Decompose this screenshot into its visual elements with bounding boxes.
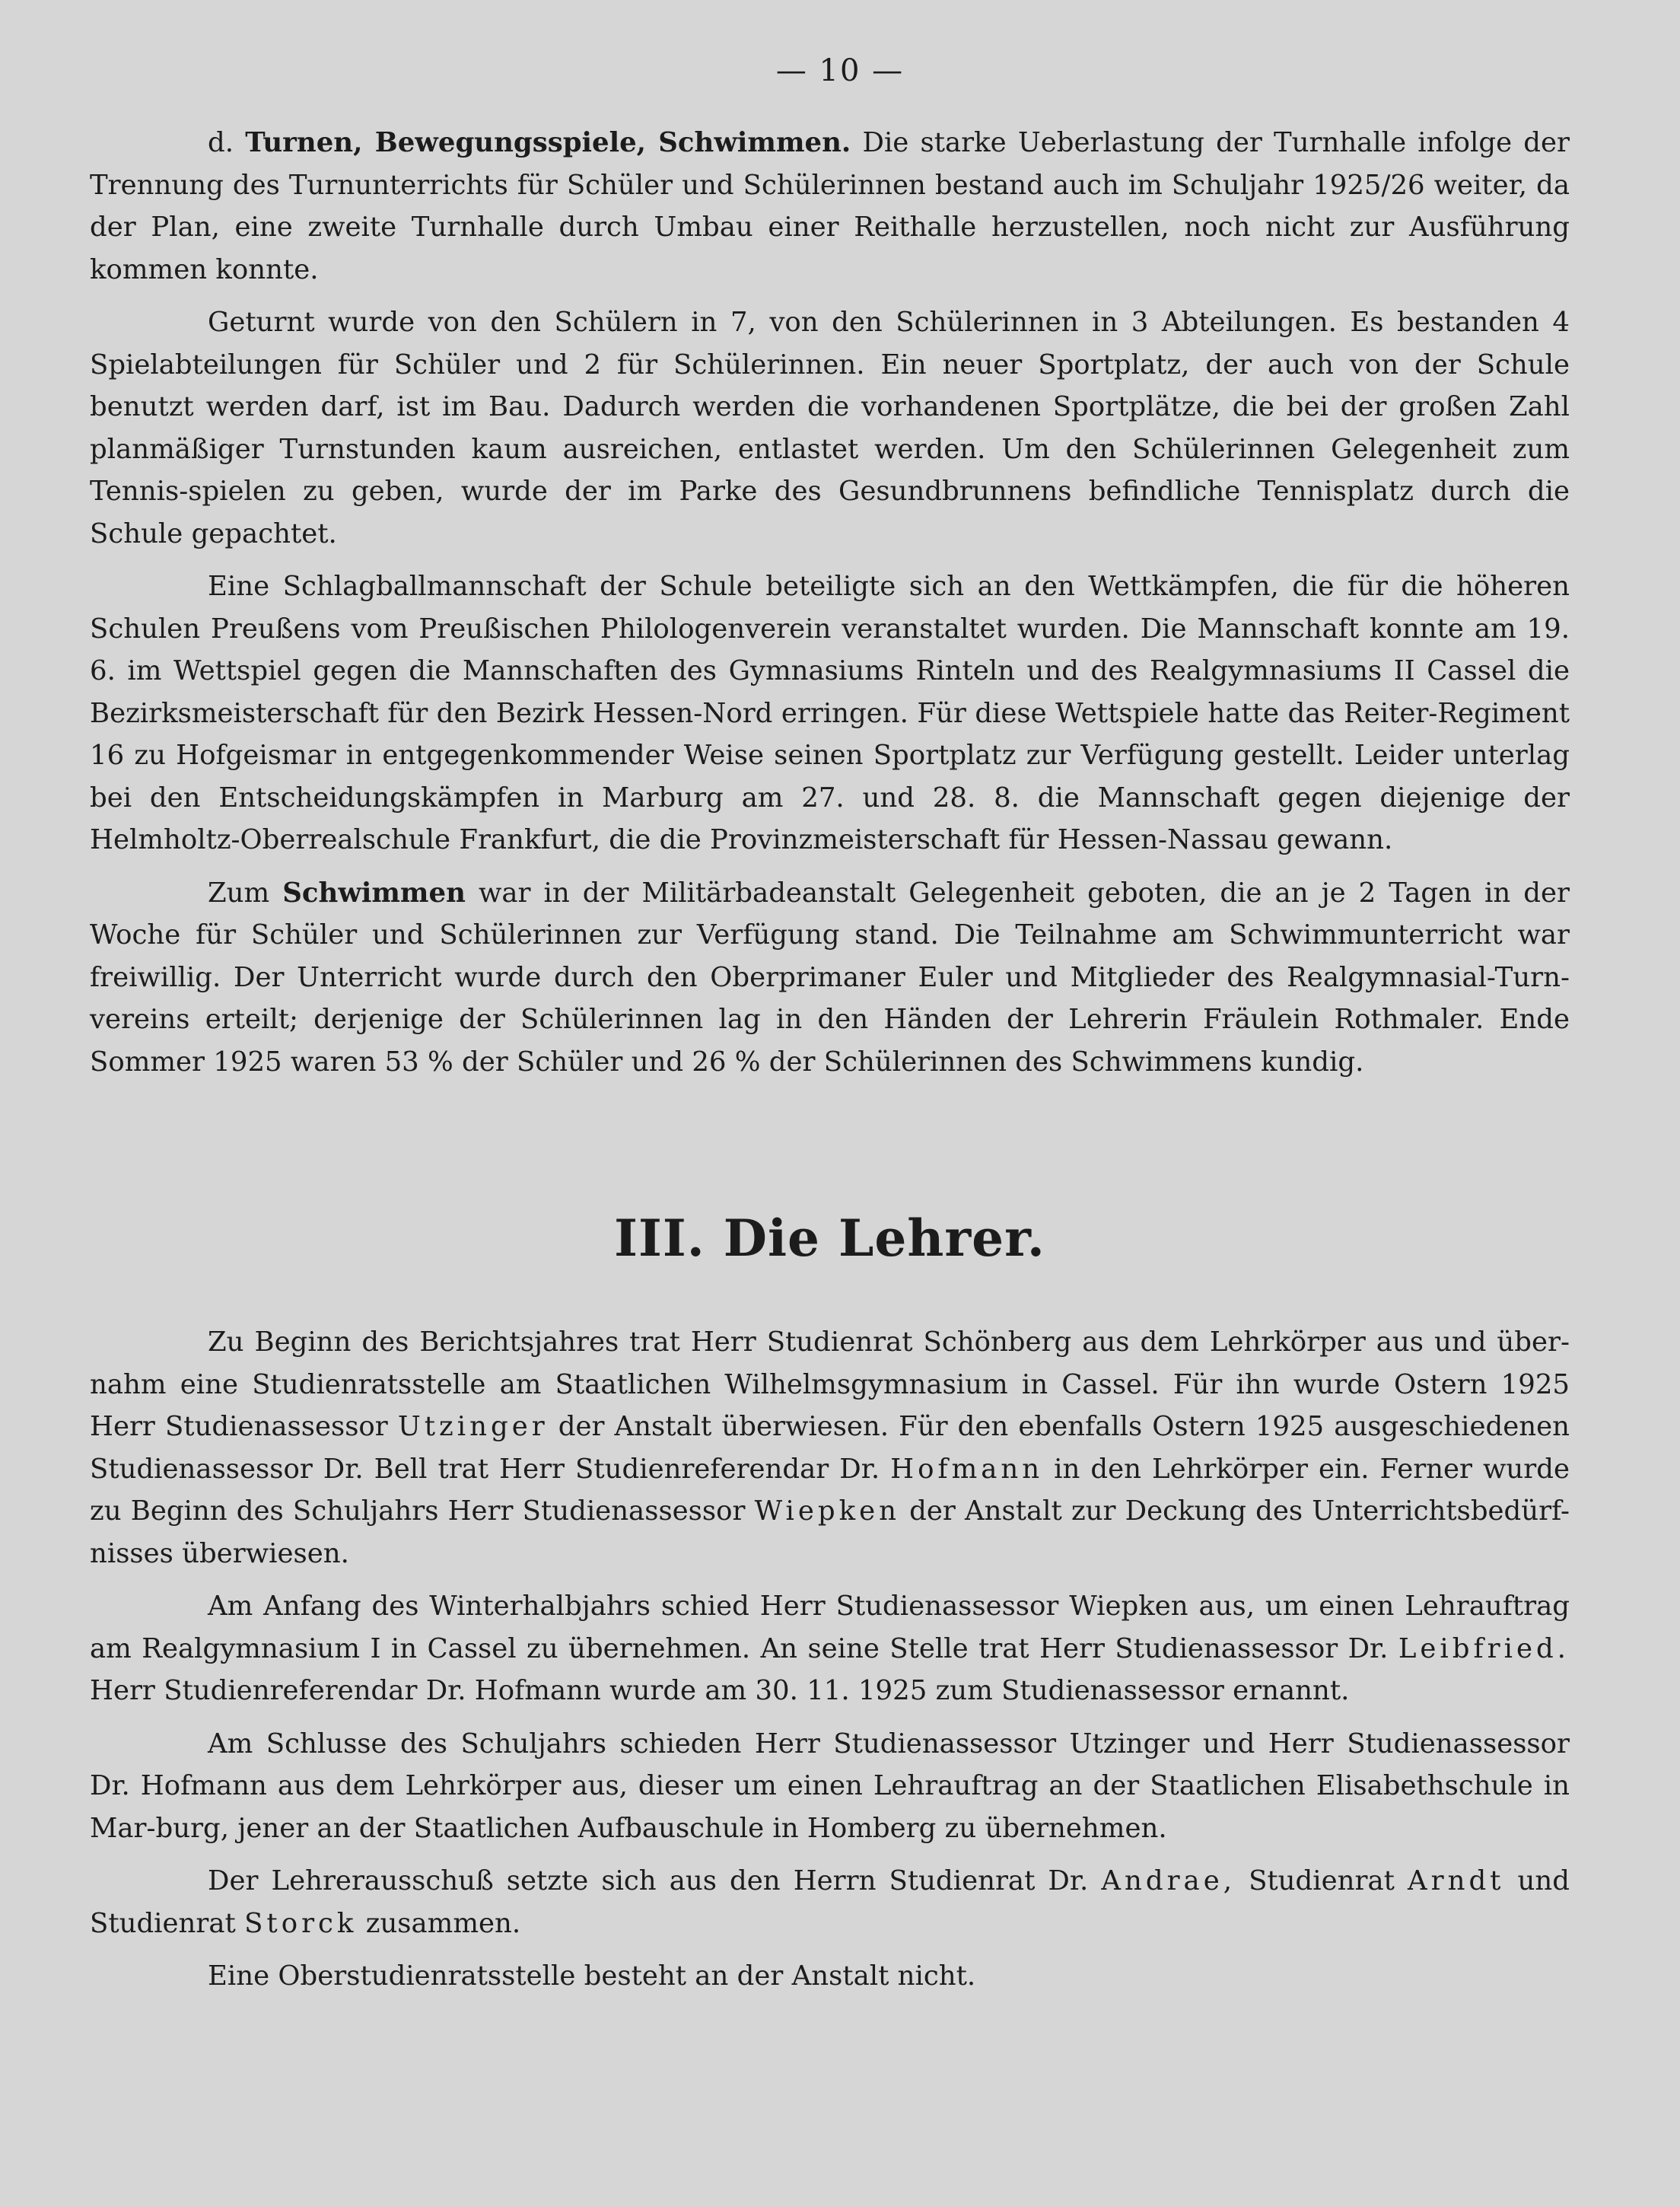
text-run: und Studienrat [90, 1865, 1570, 1939]
chapter-paragraph-3: Am Schlusse des Schuljahrs schieden Herr Studienassessor Utzinger und Herr Studienassessor Dr. Hofmann aus dem Lehrkörper aus, dieser um einen Lehrauftrag an der Staatlichen Elisabethschule in Mar-burg, jener an der Staatlichen Aufbauschule in Homberg zu übernehmen. [90, 1728, 1570, 1844]
p4-rest: war in der Militärbadeanstalt Gelegenheit geboten, die an je 2 Tagen in der Woche für Schüler und Schülerinnen zur Verfügung stand. Die Teilnahme am Schwimmunterricht war freiwillig. Der Unterricht wurde durch den Oberprimaner Euler und Mitglieder des Realgymnasial-Turn-vereins erteilt; derjenige der Schülerinnen lag in den Händen der Lehrerin Fräulein Rothmaler. Ende Sommer 1925 waren 53 % der Schüler und 26 % der Schülerinnen des Schwimmens kundig. [90, 877, 1570, 1078]
p4-bold-word: Schwimmen [282, 877, 466, 909]
chapter-paragraph-4 [90, 1860, 1570, 1944]
name-hofmann: Hofmann [890, 1453, 1044, 1485]
chapter-paragraph-2 [90, 1585, 1570, 1712]
section-d-paragraph-3: Eine Schlagballmannschaft der Schule beteiligte sich an den Wettkämpfen, die für die höheren Schulen Preußens vom Preußischen Philologenverein veranstaltet wurden. Die Mannschaft konnte am 19. 6. im Wettspiel gegen die Mannschaften des Gymnasiums Rinteln und des Realgymnasiums II Cassel die Bezirksmeisterschaft für den Bezirk Hessen-Nord erringen. Für diese Wettspiele hatte das Reiter-Regiment 16 zu Hofgeismar in entgegenkommender Weise seinen Sportplatz zur Verfügung gestellt. Leider unterlag bei den Entscheidungskämpfen in Marburg am 27. und 28. 8. die Mannschaft gegen diejenige der Helmholtz-Oberrealschule Frankfurt, die die Provinzmeisterschaft für Hessen-Nassau gewann. [90, 571, 1570, 855]
section-d-paragraph-1 [90, 122, 1570, 291]
chapter-paragraph-1 [90, 1321, 1570, 1575]
page-content [90, 122, 1570, 1998]
section-d-paragraph-4 [90, 872, 1570, 1084]
section-d-paragraph-2: Geturnt wurde von den Schülern in 7, von den Schülerinnen in 3 Abteilungen. Es bestanden 4 Spielabteilungen für Schüler und 2 für Schülerinnen. Ein neuer Sportplatz, der auch von der Schule benutzt werden darf, ist im Bau. Dadurch werden die vorhandenen Sportplätze, die bei der großen Zahl planmäßiger Turnstunden kaum ausreichen, entlastet werden. Um den Schülerinnen Gelegenheit zum Tennis-spielen zu geben, wurde der im Parke des Gesundbrunnens befindliche Tennisplatz durch die Schule gepachtet. [90, 307, 1570, 549]
text-run: zusammen. [365, 1907, 521, 1939]
name-leibfried: Leibfried. [1398, 1632, 1570, 1664]
chapter-title: III. Die Lehrer. [614, 1209, 1045, 1268]
name-storck: Storck [244, 1907, 358, 1939]
name-wiepken: Wiepken [754, 1495, 900, 1527]
section-label: d. [208, 127, 234, 158]
page-number: — 10 — [775, 53, 905, 88]
name-andrae: Andrae, [1101, 1865, 1236, 1896]
chapter-paragraph-5: Eine Oberstudienratsstelle besteht an der Anstalt nicht. [208, 1960, 976, 1992]
text-run: Studienrat [1249, 1865, 1395, 1896]
p4-start: Zum [208, 877, 270, 909]
name-utzinger: Utzinger [397, 1411, 549, 1442]
text-run: Herr Studienreferendar Dr. Hofmann wurde am 30. 11. 1925 zum Studienassessor ernannt. [90, 1675, 1350, 1706]
section-title: Turnen, Bewegungsspiele, Schwimmen. [245, 127, 851, 158]
text-run: der Anstalt überwiesen. Für den ebenfalls Ostern 1925 ausgeschiedenen Studienassessor Dr. Bell trat Herr Studienreferendar Dr. [90, 1411, 1570, 1485]
text-run: in den Lehrkörper ein. Ferner wurde zu Beginn des Schuljahrs Herr Studienassessor [90, 1453, 1570, 1527]
name-arndt: Arndt [1407, 1865, 1505, 1896]
text-run: Der Lehrerausschuß setzte sich aus den Herrn Studienrat Dr. [208, 1865, 1089, 1896]
text-run: Zu Beginn des Berichtsjahres trat Herr Studienrat Schönberg aus dem Lehrkörper aus und über-nahm eine Studienratsstelle am Staatlichen Wilhelmsgymnasium in Cassel. Für ihn wurde Ostern 1925 Herr Studienassessor [90, 1326, 1570, 1442]
section-d-paragraph-1-text: Die starke Ueberlastung der Turnhalle infolge der Trennung des Turnunterrichts für Schüler und Schülerinnen bestand auch im Schuljahr 1925/26 weiter, da der Plan, eine zweite Turnhalle durch Umbau einer Reithalle herzustellen, noch nicht zur Ausführung kommen konnte. [90, 127, 1570, 285]
text-run: Am Anfang des Winterhalbjahrs schied Herr Studienassessor Wiepken aus, um einen Lehrauftrag am Realgymnasium I in Cassel zu übernehmen. An seine Stelle trat Herr Studienassessor Dr. [90, 1591, 1570, 1664]
text-run: der Anstalt zur Deckung des Unterrichtsbedürf-nisses überwiesen. [90, 1495, 1570, 1569]
